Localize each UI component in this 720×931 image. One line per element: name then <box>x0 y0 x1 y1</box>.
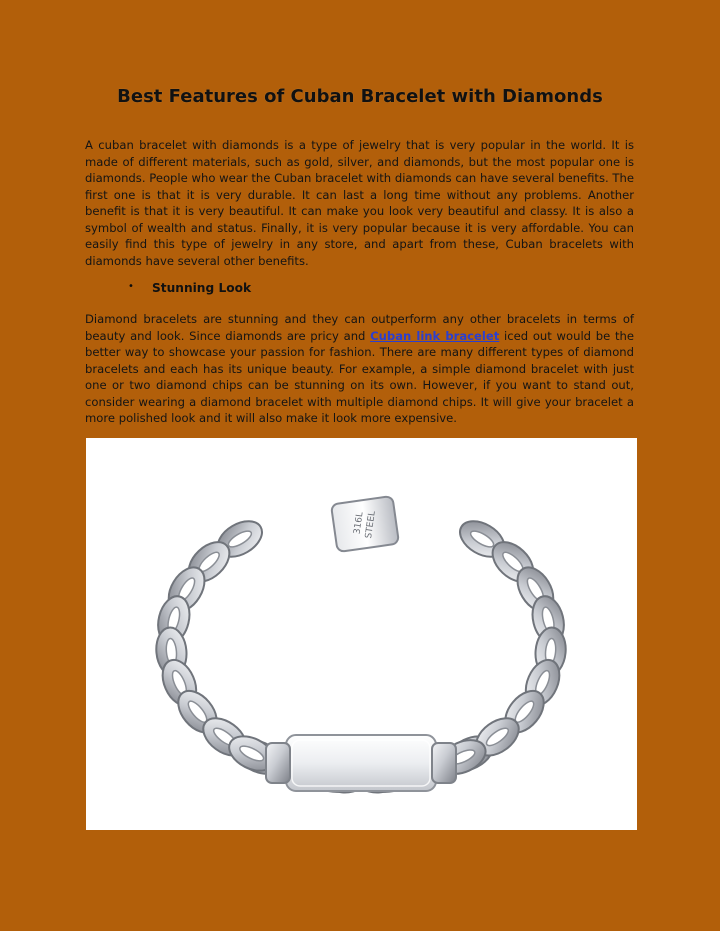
article-title: Best Features of Cuban Bracelet with Diamonds <box>117 86 603 107</box>
intro-paragraph: A cuban bracelet with diamonds is a type of jewelry that is very popular in the world. It is made of different materials, such as gold, silver, and diamonds, but the most popular one is diamonds. People who wear the Cuban bracelet with diamonds can have several benefits. The first one is that it is very durable. It can last a long time without any problems. Another benefit is that it is very beautiful. It can make you look very beautiful and classy. It is also a symbol of wealth and status. Finally, it is very popular because it is very affordable. You can easily find this type of jewelry in any store, and apart from these, Cuban bracelets with diamonds have several other benefits. <box>85 138 634 268</box>
cuban-link-bracelet-link[interactable]: Cuban link bracelet <box>370 328 500 343</box>
bullet-heading: Stunning Look <box>152 281 252 295</box>
clasp-engraving-1: 316L <box>352 511 366 535</box>
clasp <box>331 496 399 552</box>
clasp-engraving-2: STEEL <box>364 510 378 540</box>
paragraph-text-before-link: Diamond bracelets are stunning and they can outperform any other bracelets in terms of beauty and look. Since diamonds are pricy and <box>85 312 634 343</box>
id-plate <box>266 735 456 791</box>
paragraph-text-after-link: iced out would be the better way to showcase your passion for fashion. There are many different types of diamond bracelets and each has its unique beauty. For example, a simple diamond bracelet with just one or two diamond chips can be stunning on its own. However, if you want to stand out, consider wearing a diamond bracelet with multiple diamond chips. It will give your bracelet a more polished look and it will also make it look more expensive. <box>85 328 634 425</box>
stunning-look-paragraph <box>85 311 634 427</box>
bullet-marker: • <box>128 281 134 292</box>
bracelet-photo <box>86 438 637 830</box>
bracelet-illustration <box>86 438 637 830</box>
